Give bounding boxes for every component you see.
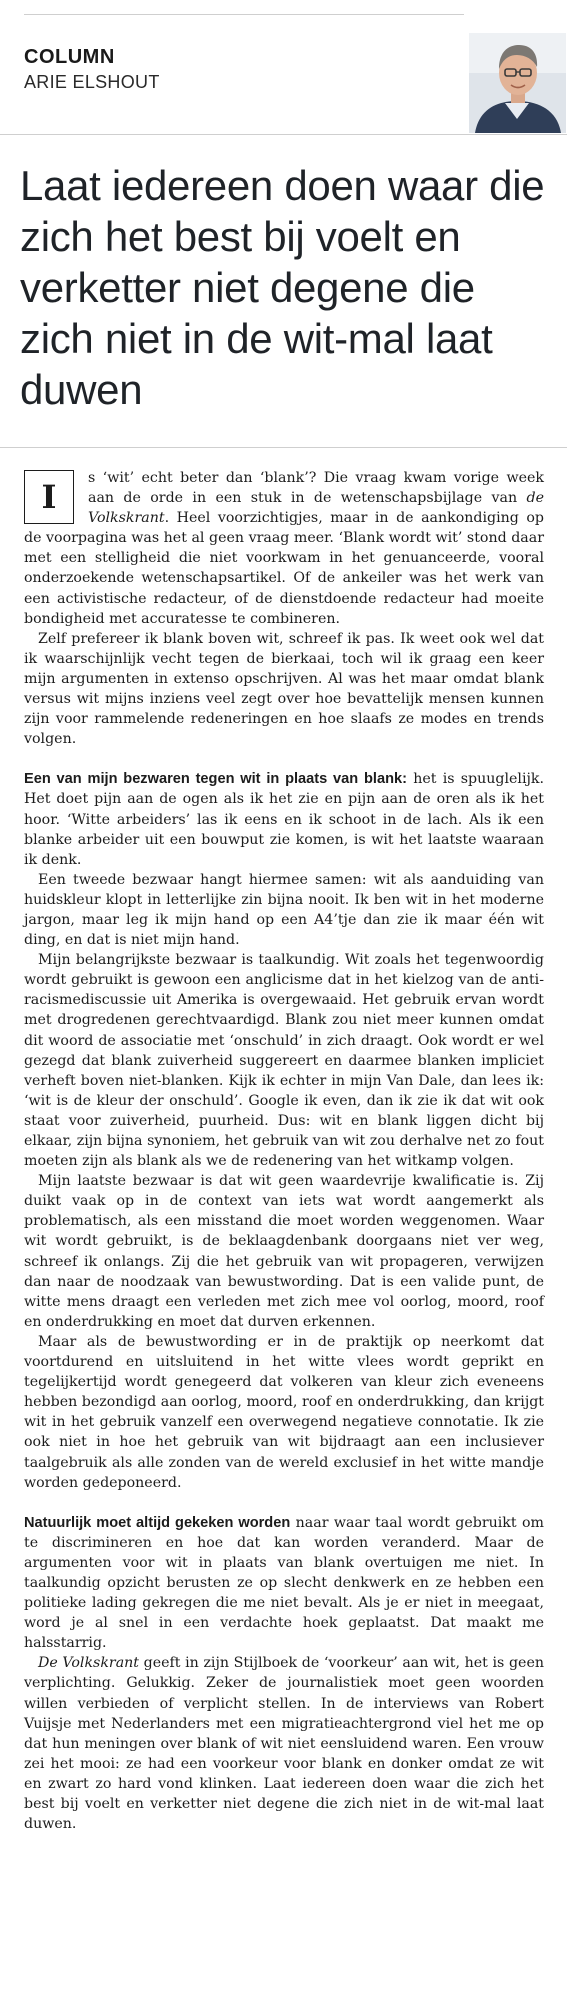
section-lead: Natuurlijk moet altijd gekeken worden [24,1514,291,1531]
intro-text-b: . Heel voorzichtigjes, maar in de aankondiging op de voorpagina was het al geen vraag meer. ‘Blank wordt wit’ stond daar met een stelligheid die niet voorkwam in het genuanceerde, vooral onderzoekende wetenschapsartikel. Of de ankeiler was het werk van een activistische redacteur, of de dienstdoende redacteur had moeite bondigheid met accuratesse te combineren. [24,510,544,627]
section-lead: Een van mijn bezwaren tegen wit in plaats van blank: [24,771,407,788]
author-photo [469,33,566,133]
paragraph-closing [24,1653,544,1834]
paragraph: Maar als de bewustwording er in de praktijk op neerkomt dat voortdurend en uitsluitend in het witte vlees wordt geprikt en tegelijkertijd wordt genegeerd dat volkeren van kleur zich eveneens hebben bezondigd aan oorlog, moord, roof en onderdrukking, dan krijgt wit in het gebruik vanzelf een overwegend negatieve connotatie. Ik zie ook niet in hoe het gebruik van wit bijdraagt aan een inclusiever taalgebruik als alle zonden van de wereld exclusief in het witte mandje worden gedeponeerd. [24,1333,544,1491]
paragraph: Zelf prefereer ik blank boven wit, schreef ik pas. Ik weet ook wel dat ik waarschijnlijk vecht tegen de bierkaai, toch wil ik graag een keer mijn argumenten in extenso opschrijven. Al was het maar omdat blank versus wit mijns inziens veel zegt over hoe bevattelijk mensen kunnen zijn voor rammelende redeneringen en hoe slaafs ze modes en trends volgen. [24,630,544,748]
article-body [24,468,544,1834]
paragraph: Een tweede bezwaar hangt hiermee samen: wit als aanduiding van huidskleur klopt in letterlijke zin bijna nooit. Ik ben wit in het moderne jargon, maar leg ik mijn hand op een A4’tje dan zie ik maar één wit ding, en dat is niet mijn hand. [24,871,544,949]
author-portrait-image [469,33,566,133]
author-name: ARIE ELSHOUT [24,72,160,92]
dropcap: I [24,470,74,524]
paragraph-intro [24,468,544,629]
section-kicker: COLUMN [24,46,115,68]
paragraph: Mijn belangrijkste bezwaar is taalkundig. Wit zoals het tegenwoordig wordt gebruikt is gewoon een anglicisme dat in het kielzog van de anti-racismediscussie uit Amerika is overgewaaid. Het gebruik ervan wordt met drogredenen gerechtvaardigd. Blank zou niet meer kunnen omdat dit woord de associatie met ‘onschuld’ in zich draagt. Ook wordt er wel gezegd dat blank zuiverheid suggereert en daarmee blanken impliciet verheft boven niet-blanken. Kijk ik echter in mijn Van Dale, dan lees ik: ‘wit is de kleur der onschuld’. Google ik even, dan ik zie ik dat wit ook staat voor zuiverheid, puurheid. Dus: wit en blank liggen dicht bij elkaar, zijn bijna synoniem, het gebruik van wit zou derhalve net zo fout moeten zijn als blank als we de redenering van het witkamp volgen. [24,952,544,1170]
section-text: het is spuuglelijk. Het doet pijn aan de ogen als ik het zie en pijn aan de oren als ik het hoor. ‘Witte arbeiders’ las ik eens en ik schoot in de lach. Als ik een blanke arbeider uit een bouwput zie komen, is wit het laatste waaraan ik denk. [24,771,544,868]
paragraph-section-1 [24,769,544,869]
headline-divider [0,447,567,448]
paragraph: Mijn laatste bezwaar is dat wit geen waardevrije kwalificatie is. Zij duikt vaak op in de context van iets wat wordt aangemerkt als problematisch, als een misstand die moet worden weggenomen. Waar wit wordt gebruikt, is de beklaagdenbank doorgaans niet ver weg, schreef ik onlangs. Zij die het gebruik van wit propageren, verwijzen dan naar de noodzaak van bewustwording. Dat is een valide punt, de witte mens draagt een verleden met zich mee vol oorlog, moord, roof en onderdrukking en moet dat durven erkennen. [24,1173,544,1330]
column-header [0,0,567,135]
headline: Laat iedereen doen waar die zich het best bij voelt en verketter niet degene die zich niet in de wit-mal laat duwen [20,162,545,413]
top-rule [24,14,464,15]
publication-name: de Volkskrant [88,490,544,527]
closing-text: geeft in zijn Stijlboek de ‘voorkeur’ aan wit, het is geen verplichting. Gelukkig. Zeker de journalistiek moet geen woorden willen verbieden of verplicht stellen. In de interviews van Robert Vuijsje met Nederlanders met een migratieachtergrond viel het me op dat hun meningen over blank of wit niet eensluidend waren. Een vrouw zei het mooi: ze had een voorkeur voor blank en donker omdat ze wit en zwart zo hard vond klinken. Laat iedereen doen waar die zich het best bij voelt en verketter niet degene die zich niet in de wit-mal laat duwen. [24,1655,544,1833]
section-text: naar waar taal wordt gebruikt om te discrimineren en hoe dat kan worden veranderd. Maar de argumenten voor wit in plaats van blank overtuigen me niet. In taalkundig opzicht berusten ze op slecht denkwerk en ze hebben een politieke lading gekregen die me niet bevalt. Als je er niet in meegaat, word je al snel in een verdachte hoek geplaatst. Dat maakt me halsstarrig. [24,1514,544,1652]
intro-text-a: s ‘wit’ echt beter dan ‘blank’? Die vraag kwam vorige week aan de orde in een stuk in de wetenschapsbijlage van [88,470,544,507]
publication-name: De Volkskrant [38,1655,139,1672]
paragraph-section-2 [24,1513,544,1654]
